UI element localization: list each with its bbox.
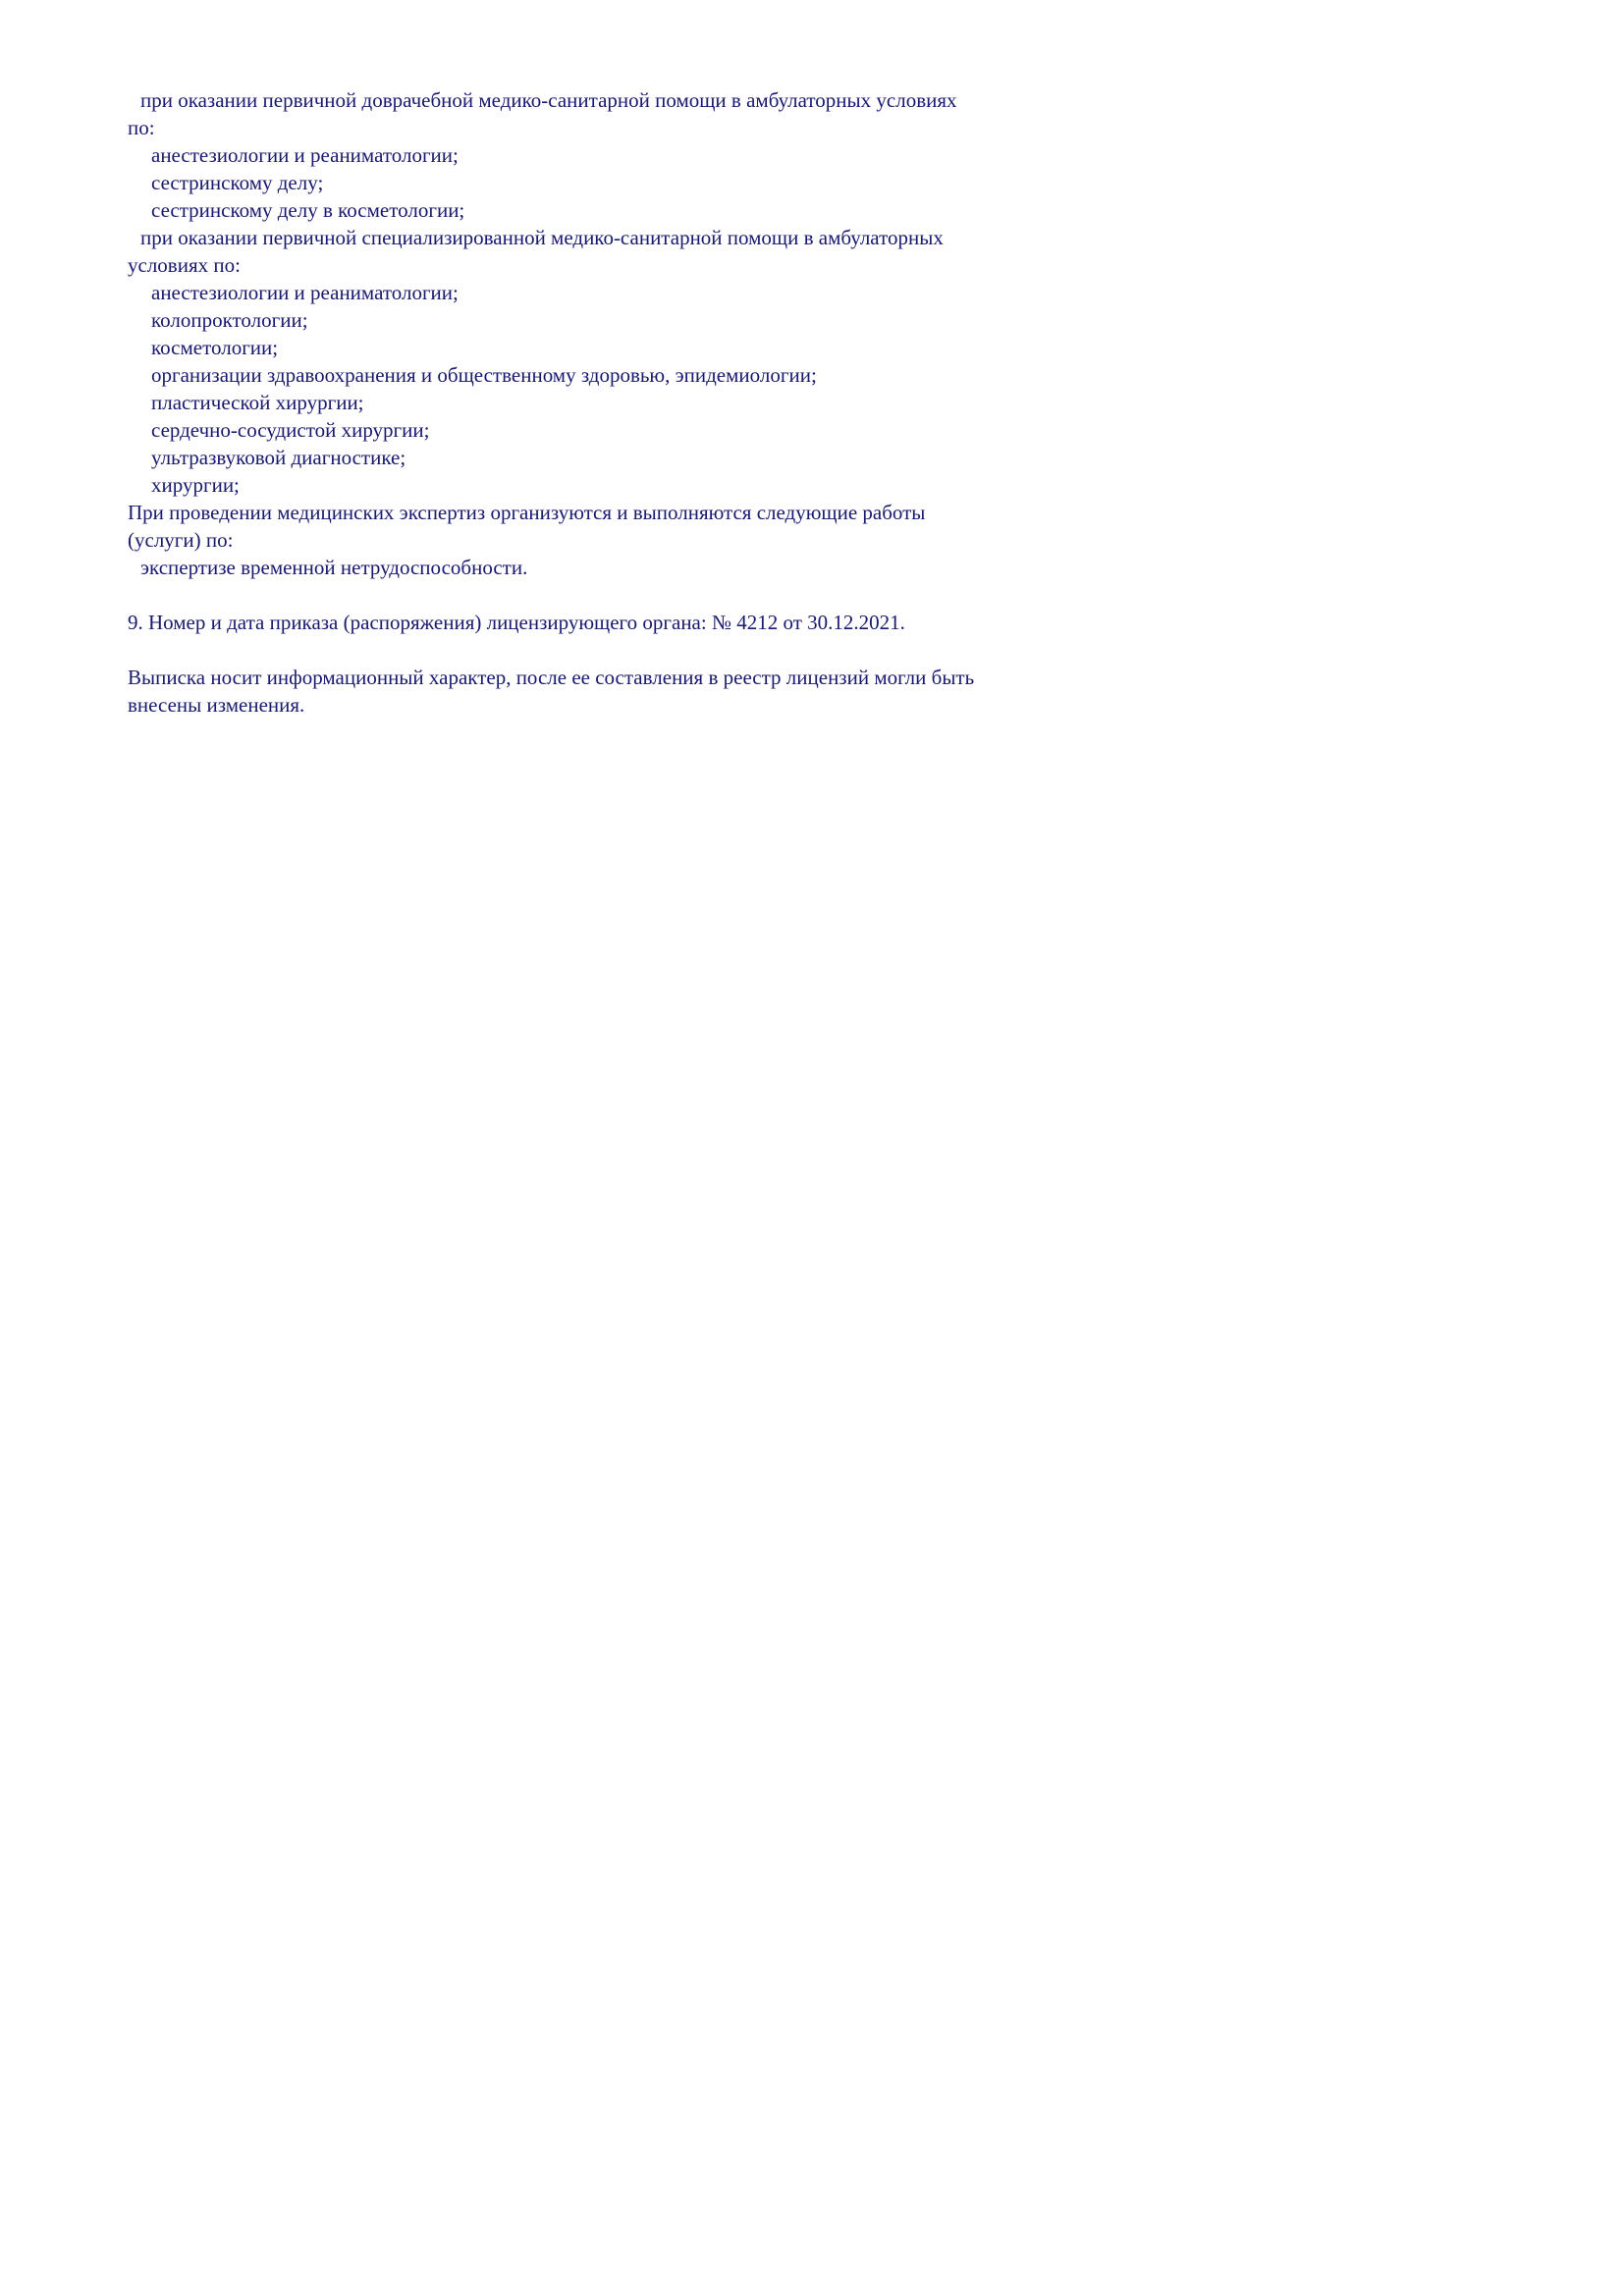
document-text — [128, 86, 1505, 719]
text-line: экспертизе временной нетрудоспособности. — [140, 556, 528, 579]
text-line: пластической хирургии; — [151, 391, 364, 414]
text-line: сердечно-сосудистой хирургии; — [151, 418, 430, 442]
text-line: косметологии; — [151, 336, 279, 359]
text-line: внесены изменения. — [128, 693, 305, 717]
text-line: колопроктологии; — [151, 308, 308, 332]
text-line: хирургии; — [151, 473, 240, 497]
text-line: условиях по: — [128, 253, 241, 277]
text-line: При проведении медицинских экспертиз организуются и выполняются следующие работы — [128, 501, 926, 524]
text-line: сестринскому делу; — [151, 171, 324, 194]
text-line: по: — [128, 116, 155, 139]
text-line: сестринскому делу в косметологии; — [151, 198, 465, 222]
text-line: при оказании первичной доврачебной медико-санитарной помощи в амбулаторных условиях — [140, 88, 957, 112]
blank-line — [128, 581, 1505, 609]
text-line: организации здравоохранения и общественному здоровью, эпидемиологии; — [151, 363, 817, 387]
text-line: 9. Номер и дата приказа (распоряжения) лицензирующего органа: № 4212 от 30.12.2021. — [128, 611, 905, 634]
blank-line — [128, 636, 1505, 664]
text-line: анестезиологии и реаниматологии; — [151, 143, 459, 167]
text-line: Выписка носит информационный характер, после ее составления в реестр лицензий могли быть — [128, 666, 975, 689]
text-line: анестезиологии и реаниматологии; — [151, 281, 459, 304]
text-line: (услуги) по: — [128, 528, 234, 552]
text-line: при оказании первичной специализированной медико-санитарной помощи в амбулаторных — [140, 226, 944, 249]
text-line: ультразвуковой диагностике; — [151, 446, 406, 469]
